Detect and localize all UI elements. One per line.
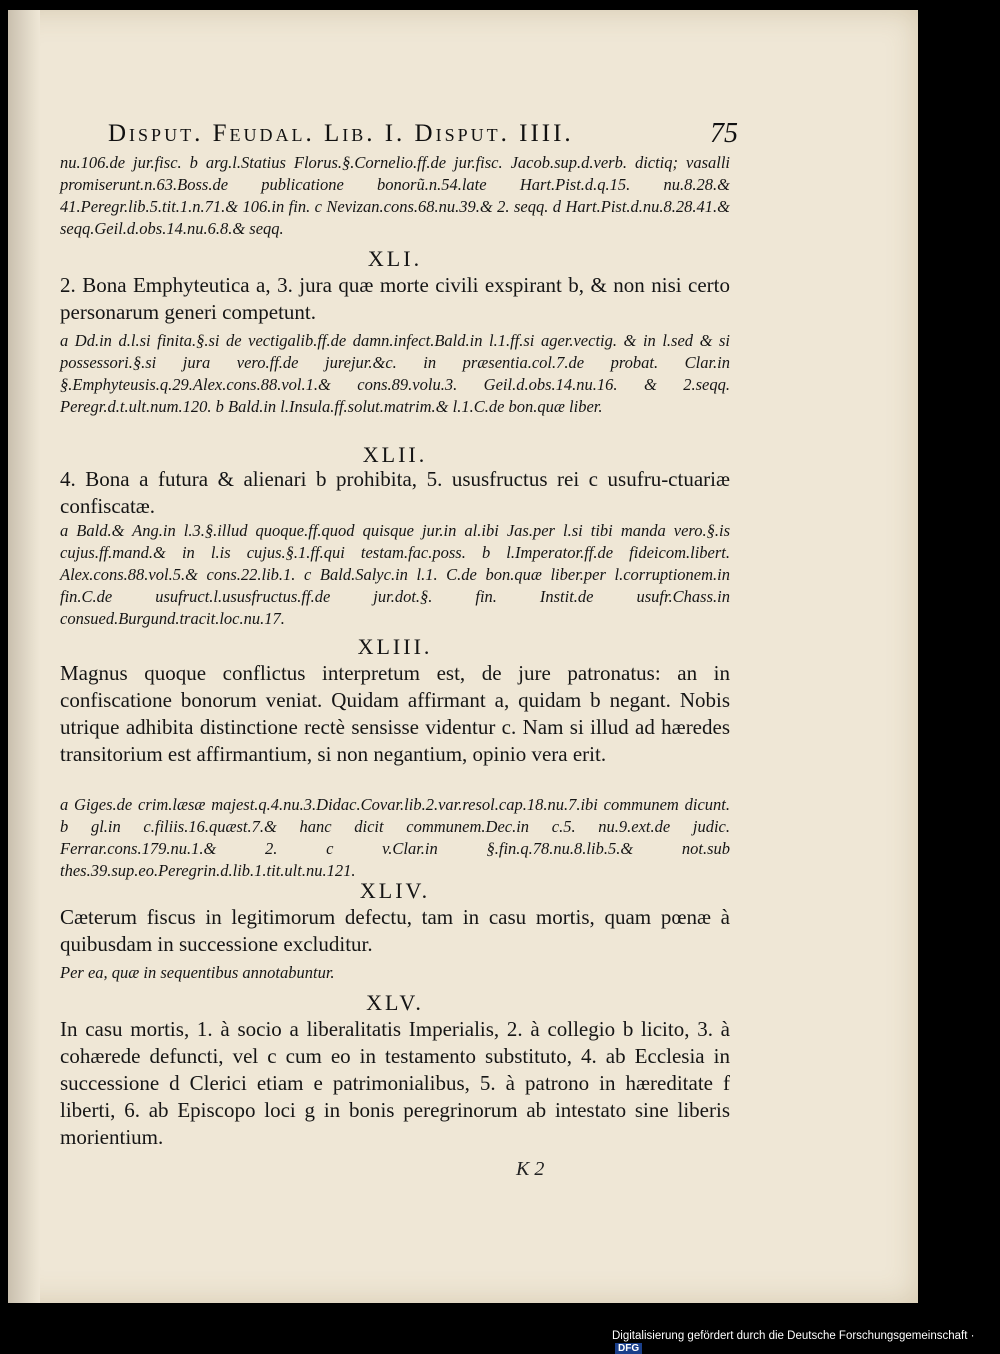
text-block <box>60 330 730 418</box>
text-block <box>60 442 730 468</box>
text-block <box>60 1016 730 1151</box>
text-block <box>60 660 730 768</box>
text-block <box>60 878 730 904</box>
footnote-block: a Dd.in d.l.si finita.§.si de vectigalib.ff.de damn.infect.Bald.in l.1.ff.si ager.vectig. & in l.sed & si possessori.§.si jura vero.ff.de jurejur.&c. in præsentia.col.7.de probat. Clar.in §.Emphyteusis.q.29.Alex.cons.88.vol.1.& cons.89.volu.3. Geil.d.obs.14.nu.16. & 2.seqq. Peregr.d.t.ult.num.120. b Bald.in l.Insula.ff.solut.matrim.& l.1.C.de bon.quæ liber. <box>60 331 730 416</box>
page-number: 75 <box>710 118 738 149</box>
section-heading: XLII. <box>362 442 428 467</box>
signature-mark: K 2 <box>516 1158 545 1180</box>
section-heading: XLV. <box>366 990 424 1015</box>
credit-text: Digitalisierung gefördert durch die Deutsche Forschungsgemeinschaft · <box>612 1330 975 1342</box>
text-block <box>60 272 730 326</box>
body-paragraph: 2. Bona Emphyteutica a, 3. jura quæ morte civili exspirant b, & non nisi certo personarum generi competunt. <box>60 273 730 324</box>
page-gutter-shadow <box>8 10 40 1303</box>
text-block <box>60 794 730 882</box>
body-paragraph: Magnus quoque conflictus interpretum est, de jure patronatus: an in confiscatione bonorum veniat. Quidam affirmant a, quidam b negant. Nobis utrique adhibita distinctione rectè sensisse videntur c. Nam si illud ad hæredes transitorium est affirmantium, si non negantium, opinio vera erit. <box>60 661 730 766</box>
digitization-credit <box>612 1330 1000 1354</box>
footnote-block: a Giges.de crim.læsæ majest.q.4.nu.3.Didac.Covar.lib.2.var.resol.cap.18.nu.7.ibi communem dicunt. b gl.in c.filiis.16.quæst.7.& hanc dicit communem.Dec.in c.5. nu.9.ext.de judic. Ferrar.cons.179.nu.1.& 2. c v.Clar.in §.fin.q.78.nu.8.lib.5.& not.sub thes.39.sup.eo.Peregrin.d.lib.1.tit.ult.nu.121. <box>60 795 730 880</box>
section-heading: XLIII. <box>357 634 433 659</box>
dfg-logo: DFG <box>615 1343 642 1354</box>
section-heading: XLI. <box>367 246 423 271</box>
section-heading: XLIV. <box>359 878 431 903</box>
text-block <box>60 520 730 630</box>
text-block <box>60 904 730 958</box>
scanned-page <box>8 10 918 1303</box>
footnote-block: nu.106.de jur.fisc. b arg.l.Statius Florus.§.Cornelio.ff.de jur.fisc. Jacob.sup.d.verb. dictiq; vasalli promiserunt.n.63.Boss.de publicatione bonorũ.n.54.late Hart.Pist.d.q.15. nu.8.28.& 41.Peregr.lib.5.tit.1.n.71.& 106.in fin. c Nevizan.cons.68.nu.39.& 2. seqq. d Hart.Pist.d.nu.8.28.41.& seqq.Geil.d.obs.14.nu.6.8.& seqq. <box>60 153 730 238</box>
text-block <box>60 634 730 660</box>
text-block <box>60 152 730 240</box>
footnote-block: a Bald.& Ang.in l.3.§.illud quoque.ff.quod quisque jur.in al.ibi Jas.per l.si tibi manda vero.§.is cujus.ff.mand.& in l.is cujus.§.1.ff.qui testam.fac.poss. b l.Imperator.ff.de fideicom.libert. Alex.cons.88.vol.5.& cons.22.lib.1. c Bald.Salyc.in l.1. C.de bon.quæ liber.per l.corruptionem.in fin.C.de usufruct.l.ususfructus.ff.de jur.dot.§. fin. Instit.de usufr.Chass.in consued.Burgund.tracit.loc.nu.17. <box>60 521 730 628</box>
footnote-block: Per ea, quæ in sequentibus annotabuntur. <box>60 963 335 982</box>
text-block <box>60 962 730 984</box>
body-paragraph: 4. Bona a futura & alienari b prohibita, 5. ususfructus rei c usufru-ctuariæ confiscatæ. <box>60 467 730 518</box>
running-header: Disput. Feudal. Lib. I. Disput. IIII. <box>108 120 574 147</box>
text-block <box>60 246 730 272</box>
body-paragraph: Cæterum fiscus in legitimorum defectu, tam in casu mortis, quam pœnæ à quibusdam in successione excluditur. <box>60 905 730 956</box>
text-block <box>60 990 730 1016</box>
body-paragraph: In casu mortis, 1. à socio a liberalitatis Imperialis, 2. à collegio b licito, 3. à cohærede defuncti, vel c cum eo in testamento substituto, 4. ab Ecclesia in successione d Clerici etiam e patrimonialibus, 5. à patrono in hæreditate f liberti, 6. ab Episcopo loci g in bonis peregrinorum ab intestato sine liberis morientium. <box>60 1017 730 1149</box>
text-block <box>60 466 730 520</box>
